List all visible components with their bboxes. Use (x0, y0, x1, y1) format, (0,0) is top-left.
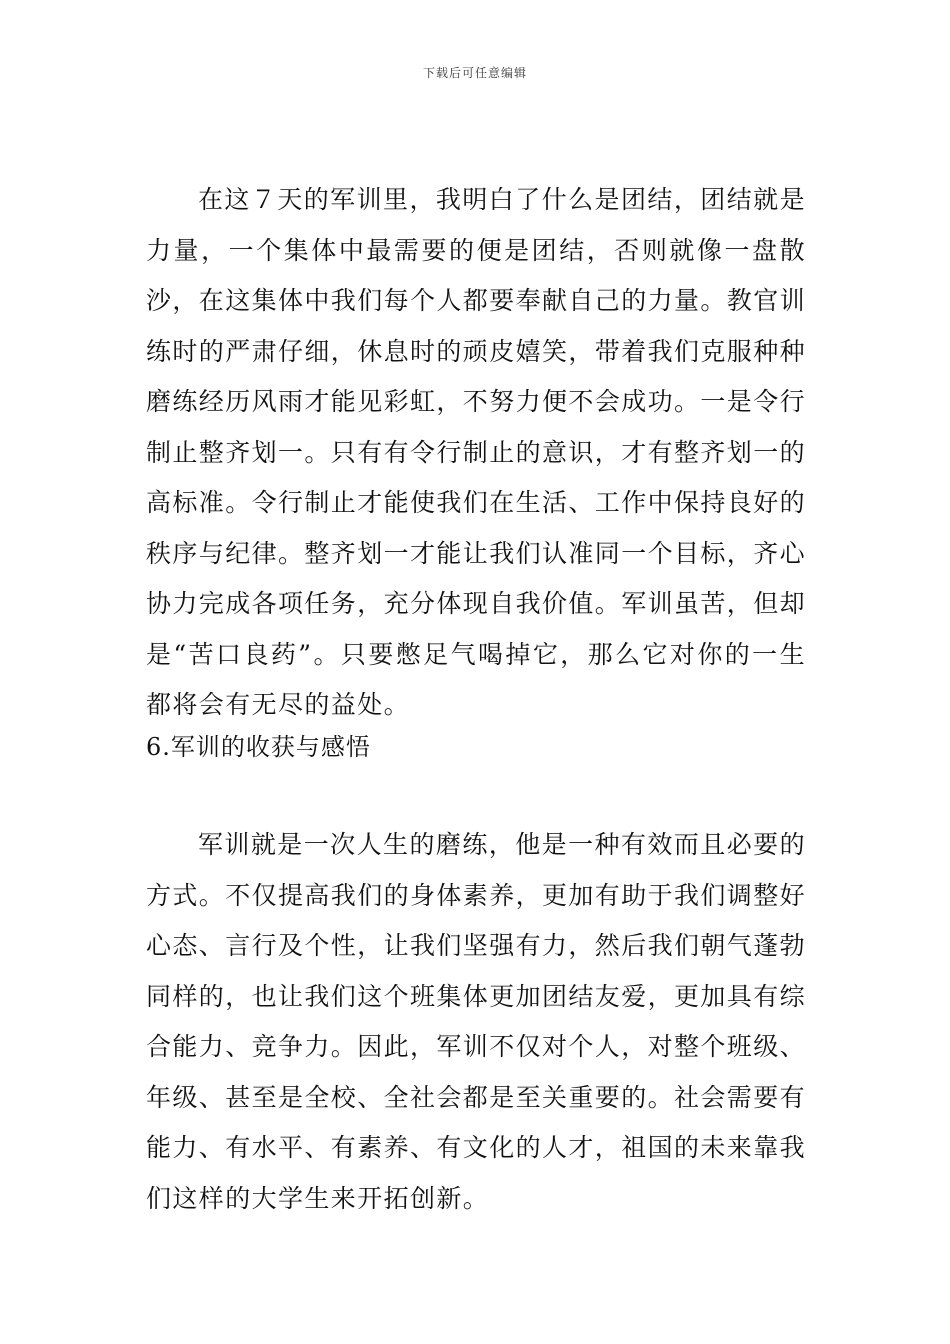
paragraph-military-training-unity: 在这７天的军训里，我明白了什么是团结，团结就是力量，一个集体中最需要的便是团结，否则就像一盘散沙，在这集体中我们每个人都要奉献自己的力量。教官训练时的严肃仔细，休息时的顽皮嬉笑，带着我们克服种种磨练经历风雨才能见彩虹，不努力便不会成功。一是令行制止整齐划一。只有有令行制止的意识，才有整齐划一的高标准。令行制止才能使我们在生活、工作中保持良好的秩序与纪律。整齐划一才能让我们认准同一个目标，齐心协力完成各项任务，充分体现自我价值。军训虽苦，但却是“苦口良药”。只要憋足气喝掉它，那么它对你的一生都将会有无尽的益处。 (146, 185, 807, 719)
section-heading: 6.军训的收获与感悟 (146, 733, 371, 761)
paragraph-training-gains: 军训就是一次人生的磨练，他是一种有效而且必要的方式。不仅提高我们的身体素养，更加有助于我们调整好心态、言行及个性，让我们坚强有力，然后我们朝气蓬勃同样的，也让我们这个班集体更加团结友爱，更加具有综合能力、竞争力。因此，军训不仅对个人，对整个班级、年级、甚至是全校、全社会都是至关重要的。社会需要有能力、有水平、有素养、有文化的人才，祖国的未来靠我们这样的大学生来开拓创新。 (146, 830, 807, 1213)
page-header-note: 下载后可任意编辑 (422, 66, 527, 80)
